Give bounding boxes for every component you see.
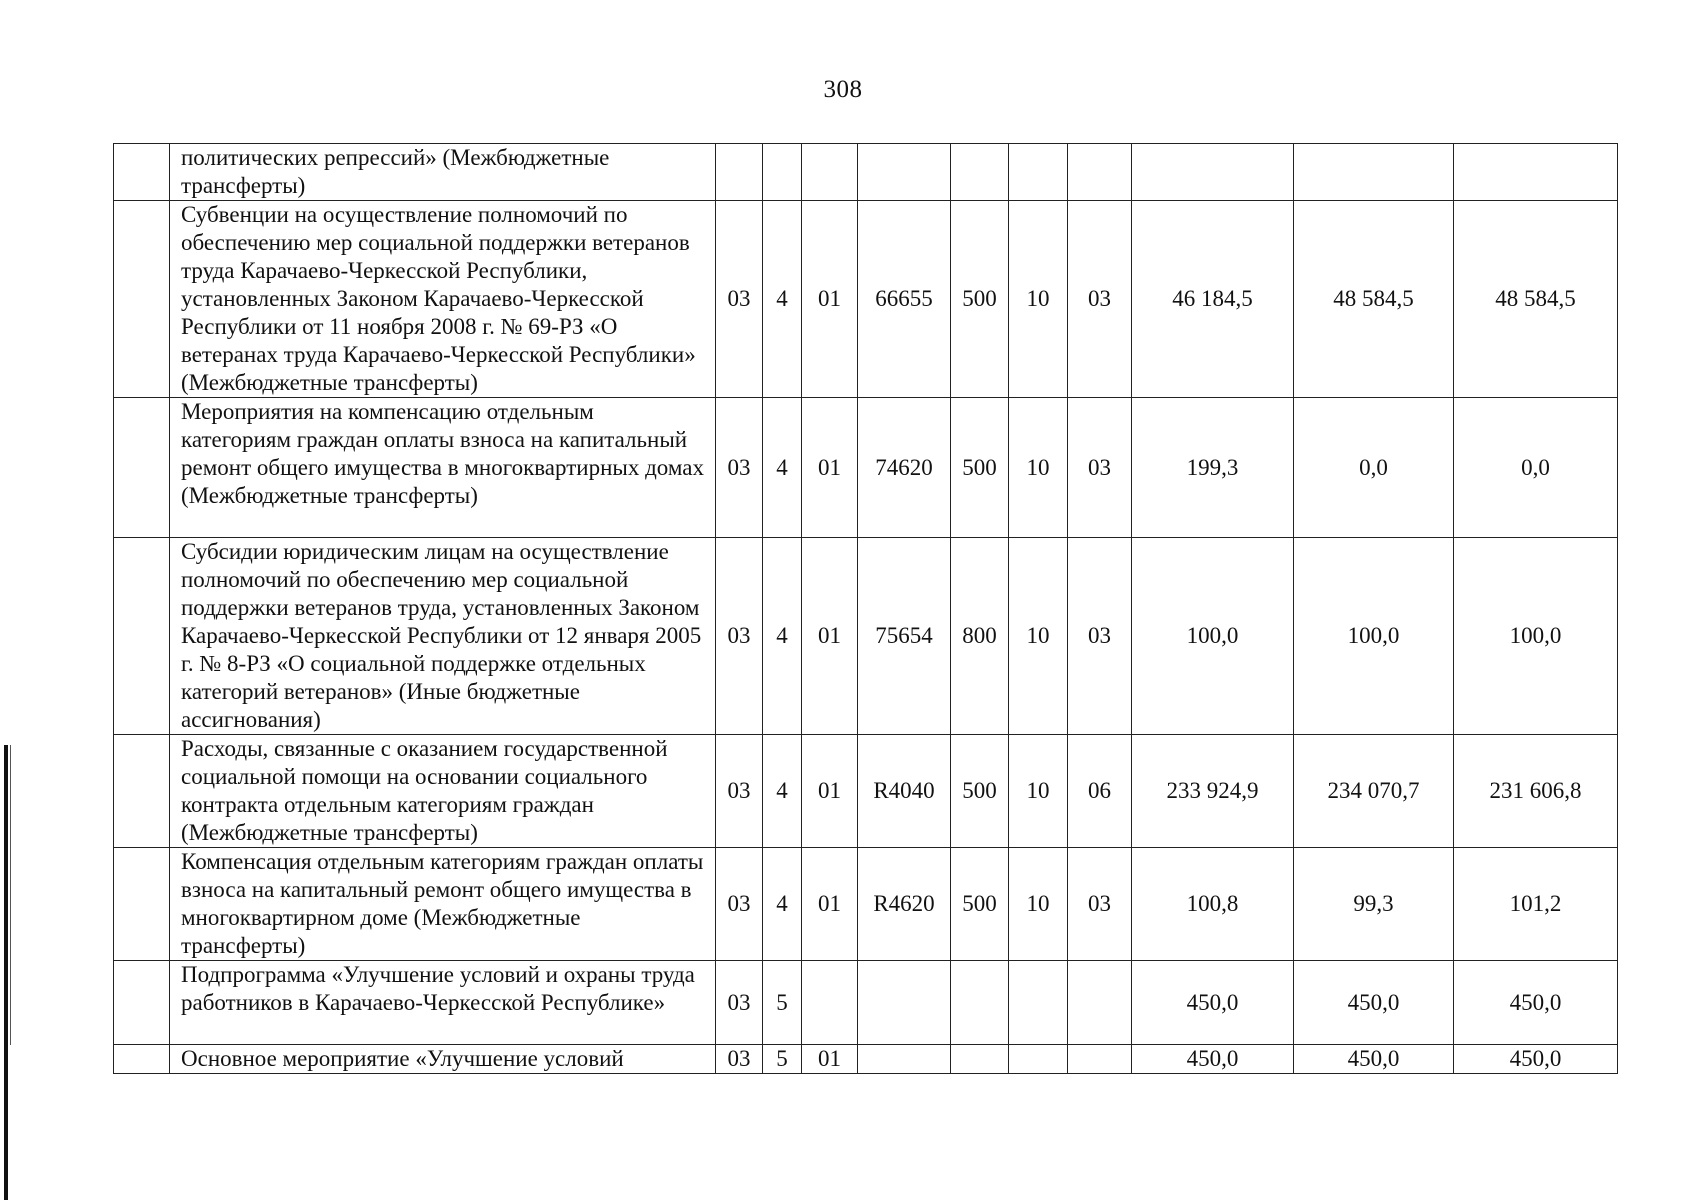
section-cell — [1009, 144, 1068, 201]
description-cell: Субсидии юридическим лицам на осуществление полномочий по обеспечению мер социальной поддержки ветеранов труда, установленных Законом Карачаево-Черкесской Республики от 12 января 2005 г. № 8-РЗ «О социальной поддержке отдельных категорий ветеранов» (Иные бюджетные ассигнования) — [170, 538, 716, 735]
table-row — [114, 735, 1618, 848]
direction-cell: 75654 — [858, 538, 951, 735]
expense-type-cell: 800 — [951, 538, 1009, 735]
description-cell: Компенсация отдельным категориям граждан оплаты взноса на капитальный ремонт общего имущества в многоквартирном доме (Межбюджетные трансферты) — [170, 848, 716, 961]
description-cell: Мероприятия на компенсацию отдельным категориям граждан оплаты взноса на капитальный ремонт общего имущества в многоквартирных домах (Межбюджетные трансферты) — [170, 398, 716, 538]
year3-amount-cell: 100,0 — [1454, 538, 1618, 735]
expense-type-cell — [951, 144, 1009, 201]
section-cell — [1009, 1045, 1068, 1074]
year3-amount-cell: 48 584,5 — [1454, 201, 1618, 398]
table-row — [114, 848, 1618, 961]
expense-type-cell: 500 — [951, 201, 1009, 398]
program-cell: 03 — [716, 735, 763, 848]
direction-cell: 66655 — [858, 201, 951, 398]
section-cell — [1009, 961, 1068, 1045]
subprogram-cell: 4 — [763, 848, 802, 961]
program-cell: 03 — [716, 538, 763, 735]
year2-amount-cell: 100,0 — [1294, 538, 1454, 735]
direction-cell — [858, 961, 951, 1045]
scan-edge-mark — [4, 745, 8, 1200]
year1-amount-cell: 199,3 — [1132, 398, 1294, 538]
year2-amount-cell: 450,0 — [1294, 961, 1454, 1045]
table-row — [114, 144, 1618, 201]
section-cell: 10 — [1009, 398, 1068, 538]
description-cell: политических репрессий» (Межбюджетные трансферты) — [170, 144, 716, 201]
expense-type-cell: 500 — [951, 398, 1009, 538]
year2-amount-cell: 450,0 — [1294, 1045, 1454, 1074]
year1-amount-cell: 233 924,9 — [1132, 735, 1294, 848]
row-number-cell — [114, 735, 170, 848]
year2-amount-cell: 48 584,5 — [1294, 201, 1454, 398]
year3-amount-cell: 450,0 — [1454, 961, 1618, 1045]
year1-amount-cell: 100,8 — [1132, 848, 1294, 961]
activity-cell: 01 — [802, 735, 858, 848]
expense-type-cell — [951, 961, 1009, 1045]
year3-amount-cell: 231 606,8 — [1454, 735, 1618, 848]
program-cell: 03 — [716, 398, 763, 538]
activity-cell: 01 — [802, 538, 858, 735]
subprogram-cell — [763, 144, 802, 201]
row-number-cell — [114, 398, 170, 538]
direction-cell: R4040 — [858, 735, 951, 848]
activity-cell: 01 — [802, 398, 858, 538]
year1-amount-cell: 100,0 — [1132, 538, 1294, 735]
year2-amount-cell — [1294, 144, 1454, 201]
scan-edge-line — [10, 745, 11, 1045]
subsection-cell: 03 — [1068, 398, 1132, 538]
activity-cell — [802, 144, 858, 201]
row-number-cell — [114, 201, 170, 398]
section-cell: 10 — [1009, 538, 1068, 735]
table-row — [114, 961, 1618, 1045]
subsection-cell: 03 — [1068, 538, 1132, 735]
year1-amount-cell: 450,0 — [1132, 1045, 1294, 1074]
year3-amount-cell: 450,0 — [1454, 1045, 1618, 1074]
budget-table — [113, 143, 1618, 1074]
table-row — [114, 1045, 1618, 1074]
description-cell: Подпрограмма «Улучшение условий и охраны труда работников в Карачаево-Черкесской Республике» — [170, 961, 716, 1045]
year1-amount-cell: 450,0 — [1132, 961, 1294, 1045]
direction-cell: 74620 — [858, 398, 951, 538]
subsection-cell — [1068, 961, 1132, 1045]
year2-amount-cell: 99,3 — [1294, 848, 1454, 961]
section-cell: 10 — [1009, 848, 1068, 961]
activity-cell: 01 — [802, 848, 858, 961]
subprogram-cell: 4 — [763, 735, 802, 848]
row-number-cell — [114, 848, 170, 961]
description-cell: Расходы, связанные с оказанием государственной социальной помощи на основании социального контракта отдельным категориям граждан (Межбюджетные трансферты) — [170, 735, 716, 848]
activity-cell — [802, 961, 858, 1045]
activity-cell: 01 — [802, 1045, 858, 1074]
row-number-cell — [114, 538, 170, 735]
subsection-cell: 03 — [1068, 848, 1132, 961]
row-number-cell — [114, 961, 170, 1045]
page-number: 308 — [823, 76, 863, 103]
subsection-cell — [1068, 144, 1132, 201]
direction-cell — [858, 1045, 951, 1074]
year3-amount-cell — [1454, 144, 1618, 201]
program-cell: 03 — [716, 961, 763, 1045]
program-cell: 03 — [716, 848, 763, 961]
year1-amount-cell — [1132, 144, 1294, 201]
program-cell — [716, 144, 763, 201]
subsection-cell: 03 — [1068, 201, 1132, 398]
year2-amount-cell: 0,0 — [1294, 398, 1454, 538]
subprogram-cell: 4 — [763, 538, 802, 735]
subsection-cell: 06 — [1068, 735, 1132, 848]
year2-amount-cell: 234 070,7 — [1294, 735, 1454, 848]
subsection-cell — [1068, 1045, 1132, 1074]
activity-cell: 01 — [802, 201, 858, 398]
expense-type-cell — [951, 1045, 1009, 1074]
table-row — [114, 538, 1618, 735]
description-cell: Субвенции на осуществление полномочий по обеспечению мер социальной поддержки ветеранов труда Карачаево-Черкесской Республики, установленных Законом Карачаево-Черкесской Республики от 11 ноября 2008 г. № 69-РЗ «О ветеранах труда Карачаево-Черкесской Республики» (Межбюджетные трансферты) — [170, 201, 716, 398]
row-number-cell — [114, 1045, 170, 1074]
expense-type-cell: 500 — [951, 848, 1009, 961]
subprogram-cell: 5 — [763, 961, 802, 1045]
year3-amount-cell: 0,0 — [1454, 398, 1618, 538]
subprogram-cell: 5 — [763, 1045, 802, 1074]
year3-amount-cell: 101,2 — [1454, 848, 1618, 961]
row-number-cell — [114, 144, 170, 201]
expense-type-cell: 500 — [951, 735, 1009, 848]
year1-amount-cell: 46 184,5 — [1132, 201, 1294, 398]
subprogram-cell: 4 — [763, 398, 802, 538]
subprogram-cell: 4 — [763, 201, 802, 398]
program-cell: 03 — [716, 1045, 763, 1074]
table-row — [114, 398, 1618, 538]
program-cell: 03 — [716, 201, 763, 398]
direction-cell: R4620 — [858, 848, 951, 961]
section-cell: 10 — [1009, 201, 1068, 398]
description-cell: Основное мероприятие «Улучшение условий — [170, 1045, 716, 1074]
table-row — [114, 201, 1618, 398]
direction-cell — [858, 144, 951, 201]
section-cell: 10 — [1009, 735, 1068, 848]
